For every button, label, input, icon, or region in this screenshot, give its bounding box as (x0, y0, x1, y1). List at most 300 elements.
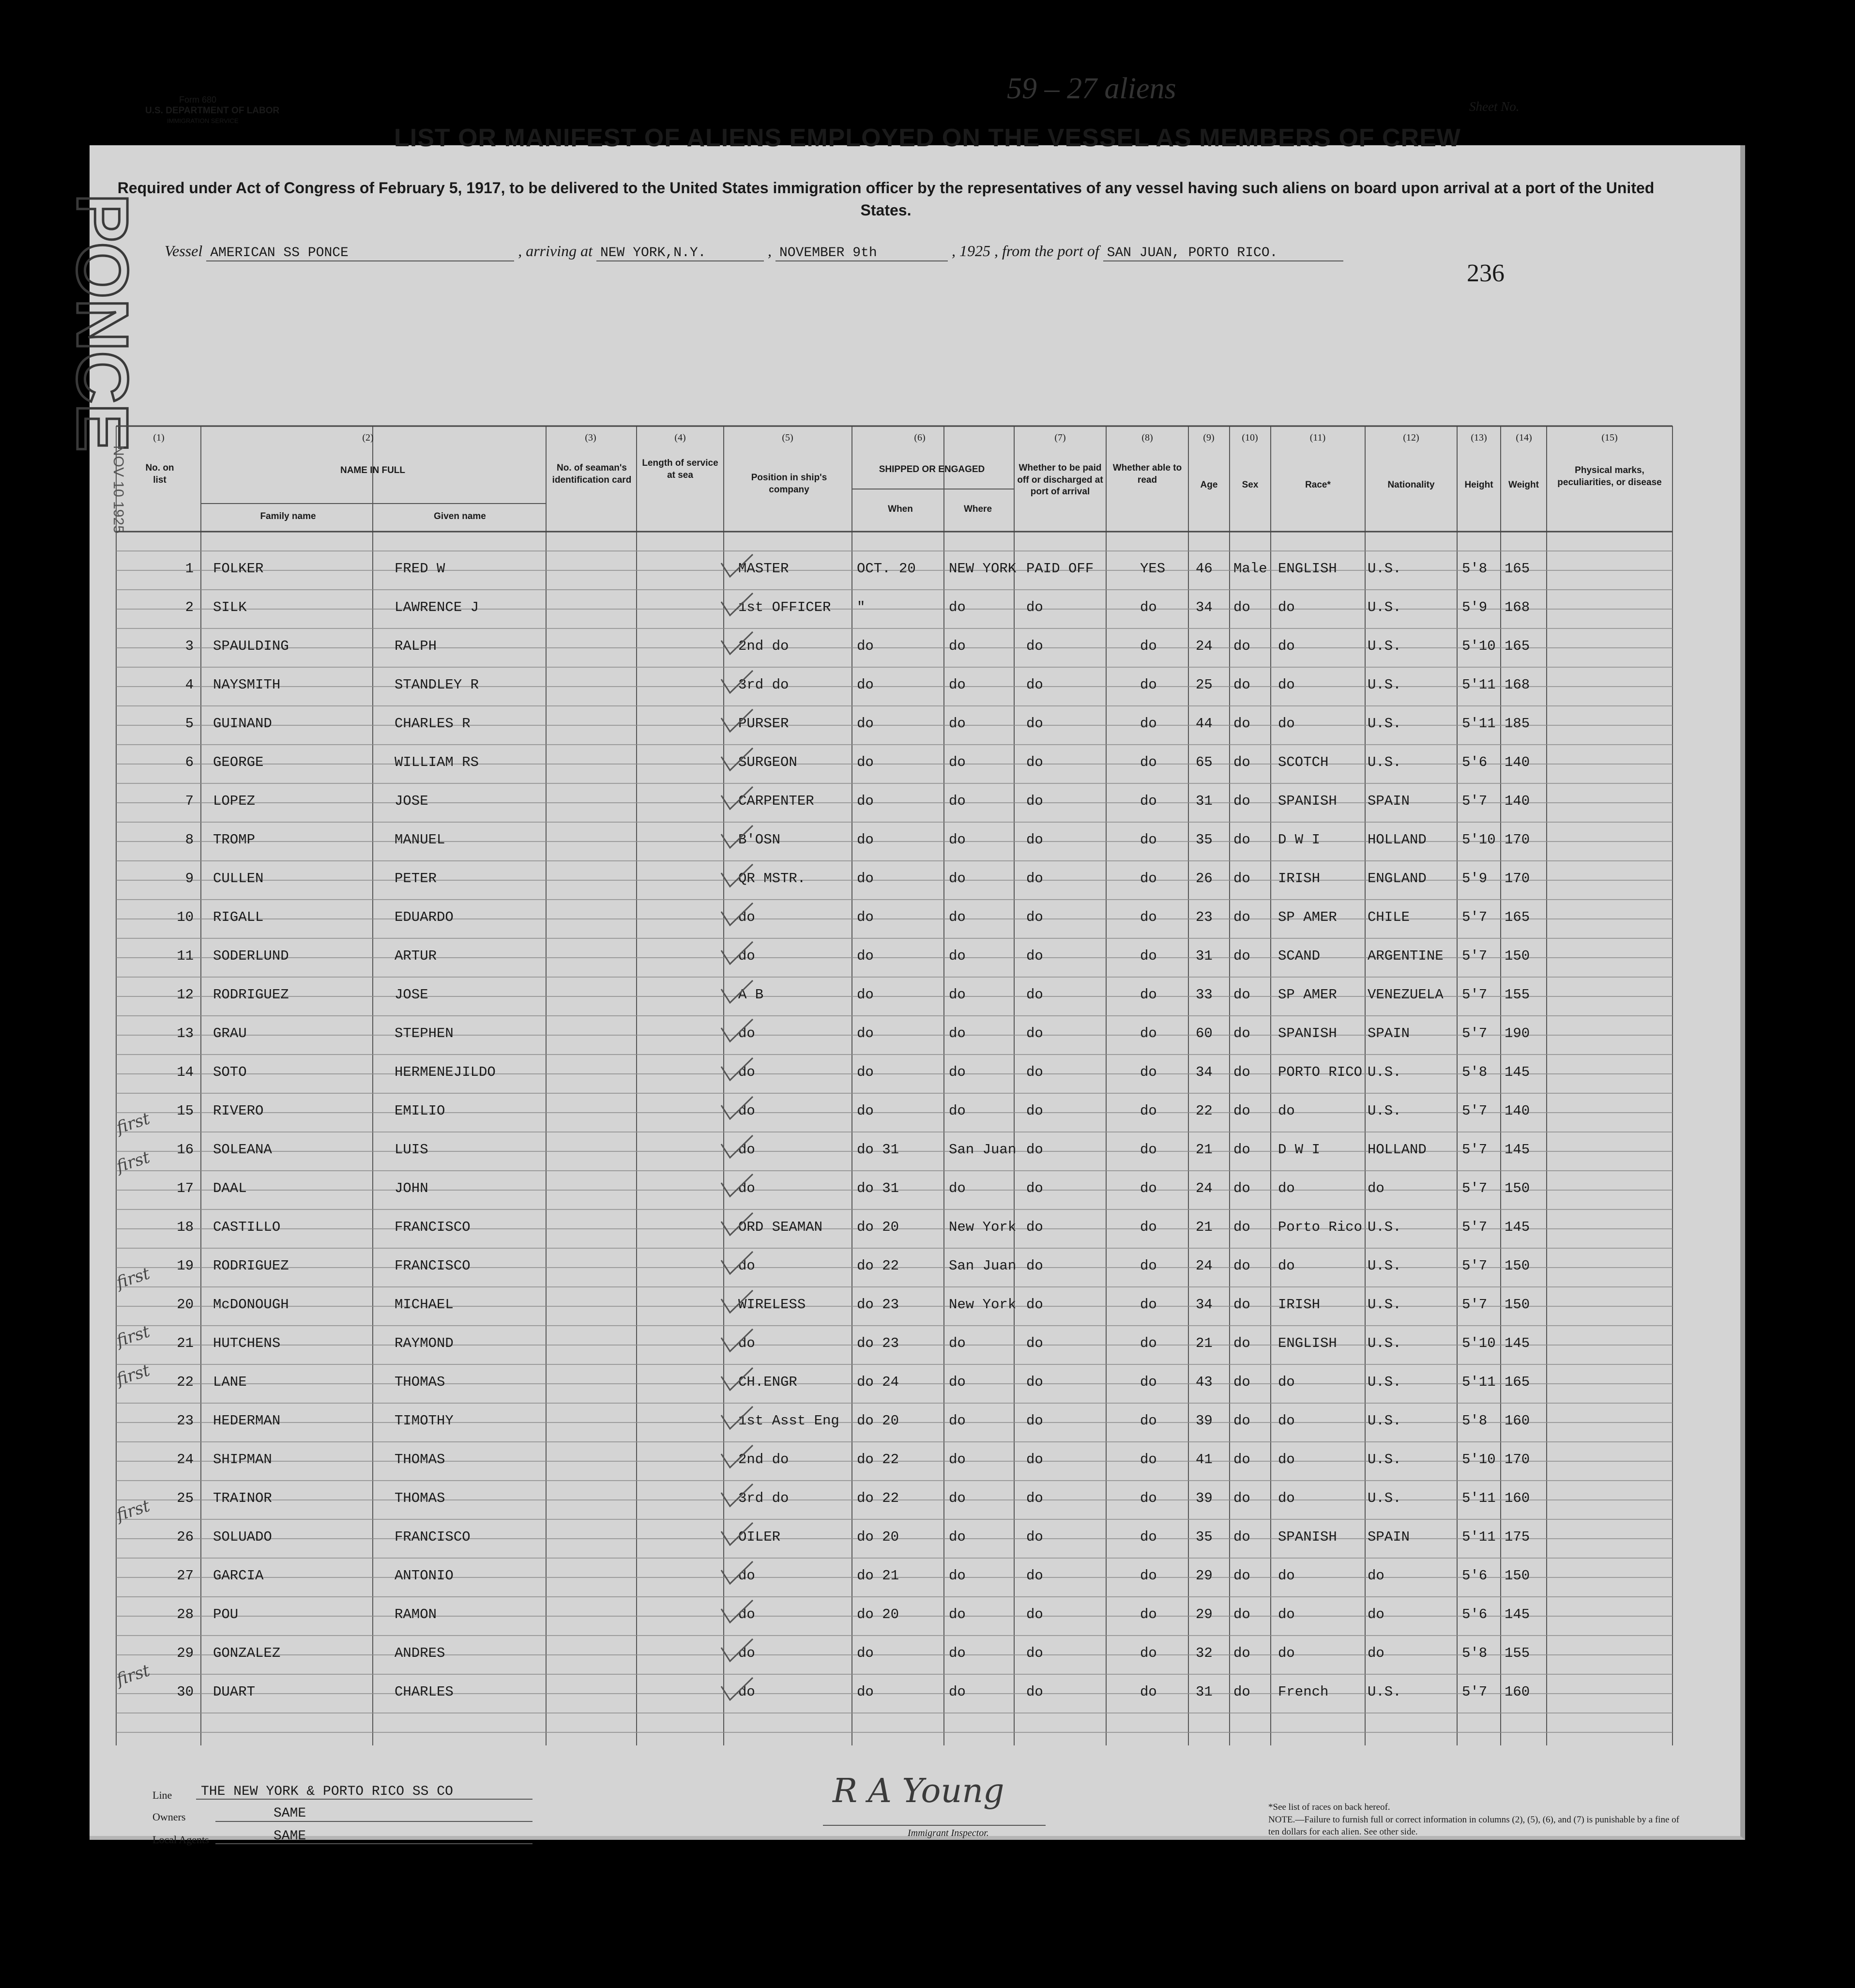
cell-read: do (1140, 599, 1157, 615)
cell-when: do (857, 871, 874, 887)
cell-where: do (949, 1374, 966, 1390)
cell-nationality: U.S. (1368, 1490, 1401, 1506)
cell-weight: 150 (1505, 1180, 1530, 1196)
requirement-text: Required under Act of Congress of February 5, 1917, to be delivered to the United States immigration officer by the representatives of any vessel having such aliens on board upon arrival at a port of the United States. (117, 179, 1655, 219)
cell-family: CASTILLO (213, 1219, 281, 1235)
margin-note: first (114, 1322, 152, 1351)
cell-race: French (1278, 1684, 1329, 1700)
cell-when: do 23 (857, 1297, 899, 1313)
departure-port: SAN JUAN, PORTO RICO. (1103, 245, 1343, 261)
check-mark (716, 863, 755, 892)
cell-read: do (1140, 1490, 1157, 1506)
row-number: 26 (177, 1529, 194, 1545)
cell-family: TRAINOR (213, 1490, 272, 1506)
cell-when: do 22 (857, 1490, 899, 1506)
cell-position: 1st OFFICER (738, 599, 831, 615)
cell-height: 5'11 (1462, 716, 1496, 732)
cell-given: STANDLEY R (395, 677, 479, 693)
cell-position: WIRELESS (738, 1297, 806, 1313)
cell-weight: 155 (1505, 987, 1530, 1003)
check-mark (716, 1560, 755, 1590)
cell-nationality: ENGLAND (1368, 871, 1427, 887)
cell-sex: do (1233, 1568, 1250, 1584)
cell-where: do (949, 1684, 966, 1700)
check-mark (716, 1096, 755, 1125)
cell-read: do (1140, 1684, 1157, 1700)
cell-nationality: U.S. (1368, 561, 1401, 577)
cell-position: do (738, 1142, 755, 1158)
cell-sex: do (1233, 1645, 1250, 1661)
cell-family: RIVERO (213, 1103, 264, 1119)
cell-race: D W I (1278, 832, 1321, 848)
check-mark (716, 1173, 755, 1202)
column-number: (1) (153, 432, 165, 443)
cell-position: do (738, 948, 755, 964)
cell-position: do (738, 1064, 755, 1080)
cell-age: 39 (1196, 1490, 1213, 1506)
cell-when: do 20 (857, 1529, 899, 1545)
cell-family: McDONOUGH (213, 1297, 289, 1313)
cell-age: 44 (1196, 716, 1213, 732)
margin-note: first (114, 1661, 152, 1690)
cell-position: do (738, 1645, 755, 1661)
cell-weight: 165 (1505, 638, 1530, 654)
cell-given: RAYMOND (395, 1335, 454, 1351)
row-number: 19 (177, 1258, 194, 1274)
cell-nationality: U.S. (1368, 754, 1401, 770)
cell-age: 35 (1196, 1529, 1213, 1545)
cell-weight: 165 (1505, 1374, 1530, 1390)
row-number: 5 (185, 716, 194, 732)
cell-paid: do (1026, 638, 1043, 654)
cell-height: 5'7 (1462, 1025, 1488, 1041)
note-penalty: NOTE.—Failure to furnish full or correct information in columns (2), (5), (6), and (7) is punishable by a fine of ten dollars for each alien. See other side. (1268, 1814, 1679, 1837)
cell-paid: do (1026, 677, 1043, 693)
cell-height: 5'7 (1462, 793, 1488, 809)
cell-paid: do (1026, 909, 1043, 925)
cell-family: DUART (213, 1684, 256, 1700)
row-number: 30 (177, 1684, 194, 1700)
shipped-header: SHIPPED OR ENGAGED (879, 464, 985, 474)
cell-where: do (949, 871, 966, 887)
check-mark (716, 1328, 755, 1357)
cell-sex: do (1233, 832, 1250, 848)
cell-where: San Juan (949, 1258, 1017, 1274)
nationality-header: Nationality (1387, 480, 1435, 490)
service-length-header: Length of service at sea (642, 458, 718, 480)
cell-family: SOLUADO (213, 1529, 272, 1545)
cell-height: 5'8 (1462, 1413, 1488, 1429)
cell-paid: do (1026, 1568, 1043, 1584)
cell-position: SURGEON (738, 754, 797, 770)
cell-sex: do (1233, 909, 1250, 925)
cell-paid: do (1026, 871, 1043, 887)
height-header: Height (1464, 480, 1493, 490)
column-number: (5) (782, 432, 793, 443)
cell-nationality: do (1368, 1568, 1384, 1584)
footer-owners-label: Owners (152, 1811, 186, 1823)
cell-height: 5'7 (1462, 1180, 1488, 1196)
column-number: (2) (362, 432, 374, 443)
cell-sex: do (1233, 1180, 1250, 1196)
cell-when: do 22 (857, 1258, 899, 1274)
check-mark (716, 592, 755, 621)
cell-race: SPANISH (1278, 1025, 1337, 1041)
manifest-sheet (90, 145, 1745, 1840)
cell-read: do (1140, 1335, 1157, 1351)
cell-weight: 145 (1505, 1064, 1530, 1080)
cell-position: 2nd do (738, 1452, 789, 1468)
department-name: U.S. DEPARTMENT OF LABOR (145, 106, 280, 116)
cell-height: 5'10 (1462, 1335, 1496, 1351)
cell-race: ENGLISH (1278, 1335, 1337, 1351)
position-header: Position in ship's company (751, 473, 827, 495)
cell-race: do (1278, 1452, 1295, 1468)
footer-owners-value: SAME (274, 1806, 306, 1821)
cell-position: PURSER (738, 716, 789, 732)
row-number: 10 (177, 909, 194, 925)
column-number: (8) (1141, 432, 1153, 443)
cell-read: do (1140, 1529, 1157, 1545)
cell-height: 5'10 (1462, 832, 1496, 848)
inspector-label: Immigrant Inspector. (908, 1828, 989, 1838)
cell-sex: do (1233, 716, 1250, 732)
cell-where: do (949, 1490, 966, 1506)
given-name-header: Given name (434, 511, 486, 521)
stamp-ship-name: PONCE (62, 194, 143, 452)
cell-given: FRANCISCO (395, 1219, 471, 1235)
cell-family: RODRIGUEZ (213, 1258, 289, 1274)
cell-age: 65 (1196, 754, 1213, 770)
cell-when: do (857, 987, 874, 1003)
cell-where: New York (949, 1297, 1017, 1313)
cell-age: 31 (1196, 948, 1213, 964)
footer-notes (1268, 1801, 1680, 1838)
cell-nationality: VENEZUELA (1368, 987, 1444, 1003)
cell-race: do (1278, 1490, 1295, 1506)
cell-given: PETER (395, 871, 437, 887)
cell-height: 5'9 (1462, 599, 1488, 615)
cell-position: do (738, 1258, 755, 1274)
cell-height: 5'9 (1462, 871, 1488, 887)
signature-text: R A Young (833, 1772, 1004, 1810)
cell-when: " (857, 599, 866, 615)
cell-race: SP AMER (1278, 909, 1337, 925)
row-number: 18 (177, 1219, 194, 1235)
cell-weight: 185 (1505, 716, 1530, 732)
cell-position: OILER (738, 1529, 781, 1545)
cell-race: do (1278, 1103, 1295, 1119)
cell-paid: do (1026, 1645, 1043, 1661)
cell-given: RAMON (395, 1606, 437, 1622)
cell-weight: 145 (1505, 1219, 1530, 1235)
column-number: (3) (585, 432, 596, 443)
cell-where: do (949, 599, 966, 615)
cell-given: FRANCISCO (395, 1258, 471, 1274)
cell-family: DAAL (213, 1180, 247, 1196)
cell-paid: do (1026, 1335, 1043, 1351)
cell-position: do (738, 1606, 755, 1622)
cell-read: do (1140, 1219, 1157, 1235)
cell-race: do (1278, 599, 1295, 615)
row-number: 2 (185, 599, 194, 615)
cell-age: 46 (1196, 561, 1213, 577)
row-number: 17 (177, 1180, 194, 1196)
cell-paid: do (1026, 1606, 1043, 1622)
cell-where: do (949, 1452, 966, 1468)
cell-family: SODERLUND (213, 948, 289, 964)
cell-sex: do (1233, 1452, 1250, 1468)
cell-race: do (1278, 1258, 1295, 1274)
cell-age: 41 (1196, 1452, 1213, 1468)
cell-age: 24 (1196, 638, 1213, 654)
cell-read: do (1140, 1064, 1157, 1080)
cell-paid: do (1026, 1219, 1043, 1235)
form-number: Form 680 (179, 95, 217, 105)
physical-marks-header: Physical marks, peculiarities, or disease (1557, 465, 1662, 488)
cell-sex: do (1233, 1142, 1250, 1158)
footer-line-value: THE NEW YORK & PORTO RICO SS CO (201, 1784, 453, 1799)
cell-weight: 150 (1505, 1568, 1530, 1584)
cell-position: do (738, 1180, 755, 1196)
check-mark (716, 1251, 755, 1280)
cell-race: SCOTCH (1278, 754, 1329, 770)
cell-paid: do (1026, 1258, 1043, 1274)
cell-sex: do (1233, 1606, 1250, 1622)
row-number: 15 (177, 1103, 194, 1119)
cell-weight: 190 (1505, 1025, 1530, 1041)
cell-age: 39 (1196, 1413, 1213, 1429)
seaman-id-header: No. of seaman's identification card (552, 463, 632, 485)
cell-family: HUTCHENS (213, 1335, 281, 1351)
footer-agents-label: Local Agents (152, 1834, 209, 1846)
margin-note: first (114, 1496, 152, 1525)
cell-weight: 145 (1505, 1142, 1530, 1158)
column-number: (13) (1471, 432, 1487, 443)
cell-weight: 160 (1505, 1413, 1530, 1429)
cell-family: SPAULDING (213, 638, 289, 654)
cell-weight: 165 (1505, 909, 1530, 925)
cell-race: do (1278, 677, 1295, 693)
cell-where: do (949, 1025, 966, 1041)
page-number: 236 (1467, 260, 1505, 287)
cell-read: do (1140, 1297, 1157, 1313)
cell-family: LANE (213, 1374, 247, 1390)
cell-race: Porto Rico (1278, 1219, 1363, 1235)
cell-read: do (1140, 987, 1157, 1003)
cell-age: 34 (1196, 1297, 1213, 1313)
cell-race: do (1278, 716, 1295, 732)
year-digit: 5 (982, 242, 990, 260)
cell-sex: do (1233, 987, 1250, 1003)
cell-paid: do (1026, 1684, 1043, 1700)
cell-sex: do (1233, 754, 1250, 770)
cell-height: 5'7 (1462, 948, 1488, 964)
cell-nationality: ARGENTINE (1368, 948, 1444, 964)
cell-age: 21 (1196, 1142, 1213, 1158)
footer-agents-value: SAME (274, 1829, 306, 1844)
cell-read: do (1140, 754, 1157, 770)
check-mark (716, 1677, 755, 1706)
cell-height: 5'6 (1462, 1568, 1488, 1584)
cell-given: CHARLES (395, 1684, 454, 1700)
cell-age: 23 (1196, 909, 1213, 925)
from-label: , from the port of (994, 242, 1099, 260)
cell-when: do 22 (857, 1452, 899, 1468)
arriving-label: , arriving at (518, 242, 593, 260)
check-mark (716, 786, 755, 815)
cell-weight: 150 (1505, 1297, 1530, 1313)
cell-family: POU (213, 1606, 239, 1622)
no-on-list-header: No. on list (145, 463, 174, 485)
cell-height: 5'11 (1462, 1374, 1496, 1390)
cell-weight: 168 (1505, 599, 1530, 615)
cell-age: 34 (1196, 599, 1213, 615)
cell-when: do (857, 909, 874, 925)
cell-given: FRANCISCO (395, 1529, 471, 1545)
cell-paid: do (1026, 1142, 1043, 1158)
cell-sex: do (1233, 1258, 1250, 1274)
cell-when: do (857, 638, 874, 654)
name-in-full-header: NAME IN FULL (340, 465, 406, 475)
cell-sex: do (1233, 1297, 1250, 1313)
row-number: 21 (177, 1335, 194, 1351)
cell-paid: do (1026, 987, 1043, 1003)
cell-where: do (949, 832, 966, 848)
cell-read: do (1140, 1258, 1157, 1274)
cell-race: SPANISH (1278, 1529, 1337, 1545)
cell-given: THOMAS (395, 1374, 445, 1390)
row-number: 23 (177, 1413, 194, 1429)
note-races: *See list of races on back hereof. (1268, 1802, 1390, 1812)
cell-where: do (949, 1180, 966, 1196)
cell-read: do (1140, 832, 1157, 848)
cell-where: do (949, 1335, 966, 1351)
column-number: (7) (1054, 432, 1066, 443)
year-prefix: , 192 (951, 242, 983, 260)
cell-given: ARTUR (395, 948, 437, 964)
cell-position: do (738, 1684, 755, 1700)
cell-position: do (738, 1568, 755, 1584)
cell-sex: do (1233, 599, 1250, 615)
cell-age: 24 (1196, 1180, 1213, 1196)
cell-paid: do (1026, 716, 1043, 732)
row-number: 16 (177, 1142, 194, 1158)
row-number: 27 (177, 1568, 194, 1584)
check-mark (716, 1057, 755, 1086)
cell-age: 29 (1196, 1568, 1213, 1584)
family-name-header: Family name (260, 511, 316, 521)
cell-race: do (1278, 1606, 1295, 1622)
cell-nationality: do (1368, 1645, 1384, 1661)
cell-nationality: U.S. (1368, 1064, 1401, 1080)
cell-position: A B (738, 987, 764, 1003)
column-number: (15) (1601, 432, 1618, 443)
cell-race: do (1278, 1413, 1295, 1429)
cell-given: CHARLES R (395, 716, 471, 732)
row-number: 3 (185, 638, 194, 654)
check-mark (716, 1444, 755, 1473)
cell-race: SPANISH (1278, 793, 1337, 809)
row-number: 8 (185, 832, 194, 848)
cell-family: GEORGE (213, 754, 264, 770)
cell-when: do 21 (857, 1568, 899, 1584)
cell-nationality: SPAIN (1368, 1529, 1410, 1545)
cell-nationality: U.S. (1368, 1413, 1401, 1429)
cell-age: 31 (1196, 793, 1213, 809)
cell-given: EMILIO (395, 1103, 445, 1119)
cell-height: 5'11 (1462, 677, 1496, 693)
cell-weight: 170 (1505, 832, 1530, 848)
cell-where: do (949, 1064, 966, 1080)
cell-where: do (949, 1645, 966, 1661)
cell-race: D W I (1278, 1142, 1321, 1158)
cell-sex: do (1233, 1413, 1250, 1429)
check-mark (716, 1212, 755, 1241)
weight-header: Weight (1508, 480, 1539, 490)
cell-read: do (1140, 1452, 1157, 1468)
cell-family: SOLEANA (213, 1142, 272, 1158)
inspector-signature (833, 1772, 1004, 1810)
cell-where: do (949, 1529, 966, 1545)
cell-when: do 23 (857, 1335, 899, 1351)
cell-paid: do (1026, 1529, 1043, 1545)
check-mark (716, 1599, 755, 1628)
cell-when: do 20 (857, 1219, 899, 1235)
cell-family: HEDERMAN (213, 1413, 281, 1429)
when-header: When (888, 504, 913, 514)
cell-height: 5'8 (1462, 1064, 1488, 1080)
cell-nationality: do (1368, 1180, 1384, 1196)
cell-weight: 145 (1505, 1606, 1530, 1622)
cell-sex: do (1233, 1335, 1250, 1351)
cell-when: OCT. 20 (857, 561, 916, 577)
cell-paid: do (1026, 1103, 1043, 1119)
cell-height: 5'7 (1462, 1142, 1488, 1158)
cell-race: do (1278, 1374, 1295, 1390)
row-number: 25 (177, 1490, 194, 1506)
cell-where: do (949, 716, 966, 732)
cell-paid: do (1026, 1064, 1043, 1080)
cell-nationality: U.S. (1368, 677, 1401, 693)
cell-position: do (738, 1335, 755, 1351)
cell-position: MASTER (738, 561, 789, 577)
cell-read: do (1140, 638, 1157, 654)
cell-height: 5'11 (1462, 1529, 1496, 1545)
cell-age: 43 (1196, 1374, 1213, 1390)
cell-paid: do (1026, 754, 1043, 770)
cell-weight: 145 (1505, 1335, 1530, 1351)
cell-sex: do (1233, 1374, 1250, 1390)
cell-read: do (1140, 793, 1157, 809)
cell-given: JOHN (395, 1180, 428, 1196)
row-number: 6 (185, 754, 194, 770)
cell-sex: do (1233, 1103, 1250, 1119)
margin-note: first (114, 1147, 152, 1177)
cell-nationality: SPAIN (1368, 793, 1410, 809)
cell-given: LUIS (395, 1142, 428, 1158)
cell-read: do (1140, 716, 1157, 732)
cell-height: 5'10 (1462, 1452, 1496, 1468)
cell-age: 29 (1196, 1606, 1213, 1622)
row-number: 28 (177, 1606, 194, 1622)
check-mark (716, 1367, 755, 1396)
cell-weight: 168 (1505, 677, 1530, 693)
cell-sex: do (1233, 793, 1250, 809)
cell-sex: do (1233, 638, 1250, 654)
cell-read: do (1140, 1413, 1157, 1429)
check-mark (716, 1018, 755, 1047)
